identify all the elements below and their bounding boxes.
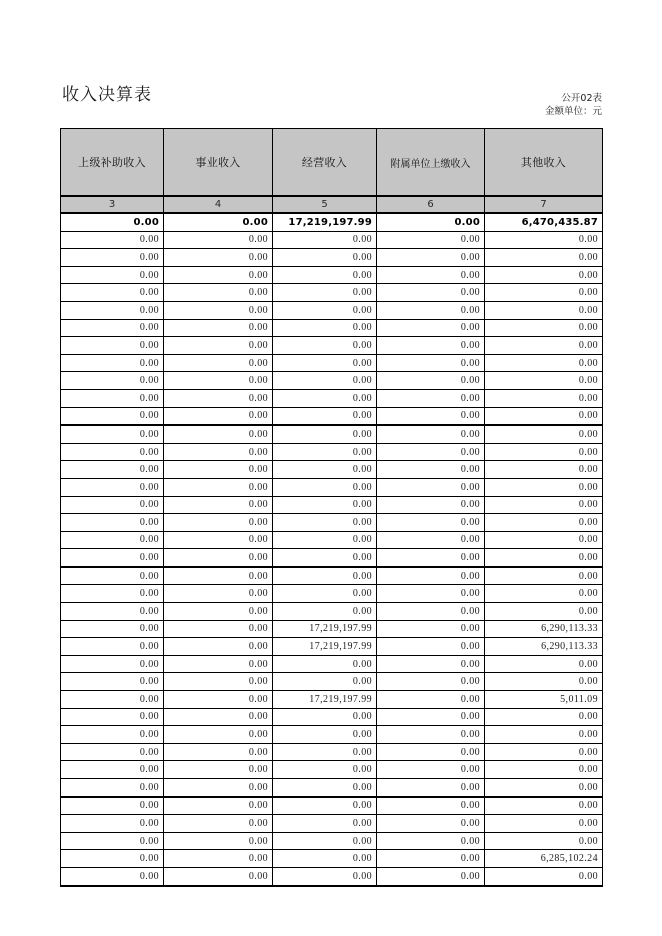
cell-r16-c2: 0.00	[164, 478, 273, 496]
cell-r13-c3: 0.00	[273, 425, 377, 443]
cell-r28-c5: 5,011.09	[485, 691, 603, 709]
cell-r32-c2: 0.00	[164, 761, 273, 779]
table-body	[61, 213, 603, 886]
cell-r30-c5: 0.00	[485, 726, 603, 744]
cell-r22-c5: 0.00	[485, 585, 603, 603]
column-number-4: 6	[377, 196, 485, 213]
column-number-1: 3	[61, 196, 164, 213]
cell-r37-c1: 0.00	[61, 850, 164, 868]
table-row	[61, 585, 603, 603]
cell-r14-c1: 0.00	[61, 443, 164, 461]
table-row	[61, 284, 603, 302]
cell-r5-c2: 0.00	[164, 284, 273, 302]
cell-r19-c2: 0.00	[164, 531, 273, 549]
cell-r38-c5: 0.00	[485, 867, 603, 885]
cell-r25-c1: 0.00	[61, 638, 164, 656]
cell-r7-c4: 0.00	[377, 319, 485, 337]
cell-r2-c3: 0.00	[273, 231, 377, 249]
cell-r31-c5: 0.00	[485, 743, 603, 761]
cell-r7-c2: 0.00	[164, 319, 273, 337]
cell-r22-c4: 0.00	[377, 585, 485, 603]
cell-r24-c4: 0.00	[377, 620, 485, 638]
page-title: 收入决算表	[62, 85, 152, 105]
cell-r34-c5: 0.00	[485, 797, 603, 815]
cell-r24-c3: 17,219,197.99	[273, 620, 377, 638]
cell-r3-c5: 0.00	[485, 249, 603, 267]
cell-r4-c5: 0.00	[485, 266, 603, 284]
table-row	[61, 620, 603, 638]
cell-r15-c5: 0.00	[485, 461, 603, 479]
cell-r37-c4: 0.00	[377, 850, 485, 868]
cell-r5-c4: 0.00	[377, 284, 485, 302]
table-row	[61, 301, 603, 319]
cell-r11-c4: 0.00	[377, 389, 485, 407]
table-row	[61, 478, 603, 496]
document-meta	[545, 93, 602, 118]
cell-r20-c2: 0.00	[164, 549, 273, 567]
cell-r11-c3: 0.00	[273, 389, 377, 407]
cell-r9-c2: 0.00	[164, 354, 273, 372]
cell-r36-c5: 0.00	[485, 832, 603, 850]
cell-r20-c1: 0.00	[61, 549, 164, 567]
cell-r4-c1: 0.00	[61, 266, 164, 284]
cell-r3-c3: 0.00	[273, 249, 377, 267]
cell-r8-c3: 0.00	[273, 337, 377, 355]
cell-r15-c2: 0.00	[164, 461, 273, 479]
cell-r15-c3: 0.00	[273, 461, 377, 479]
column-header-4: 附属单位上缴收入	[377, 129, 485, 197]
cell-r29-c3: 0.00	[273, 708, 377, 726]
table-row	[61, 779, 603, 797]
cell-r14-c4: 0.00	[377, 443, 485, 461]
cell-r12-c1: 0.00	[61, 407, 164, 425]
table-row	[61, 443, 603, 461]
cell-r23-c5: 0.00	[485, 603, 603, 621]
cell-r21-c3: 0.00	[273, 567, 377, 585]
table-row	[61, 354, 603, 372]
cell-r10-c2: 0.00	[164, 372, 273, 390]
cell-r32-c3: 0.00	[273, 761, 377, 779]
cell-r18-c3: 0.00	[273, 514, 377, 532]
cell-r34-c3: 0.00	[273, 797, 377, 815]
cell-r25-c4: 0.00	[377, 638, 485, 656]
header-label-row	[61, 129, 603, 197]
cell-r23-c4: 0.00	[377, 603, 485, 621]
cell-r25-c3: 17,219,197.99	[273, 638, 377, 656]
table-row	[61, 249, 603, 267]
cell-r19-c5: 0.00	[485, 531, 603, 549]
cell-r31-c2: 0.00	[164, 743, 273, 761]
cell-r12-c5: 0.00	[485, 407, 603, 425]
cell-r5-c3: 0.00	[273, 284, 377, 302]
cell-r31-c3: 0.00	[273, 743, 377, 761]
cell-r28-c3: 17,219,197.99	[273, 691, 377, 709]
cell-r26-c3: 0.00	[273, 655, 377, 673]
cell-r35-c5: 0.00	[485, 815, 603, 833]
cell-r22-c2: 0.00	[164, 585, 273, 603]
table-row	[61, 691, 603, 709]
cell-r3-c4: 0.00	[377, 249, 485, 267]
table-row	[61, 638, 603, 656]
cell-r35-c1: 0.00	[61, 815, 164, 833]
cell-r26-c4: 0.00	[377, 655, 485, 673]
cell-r37-c5: 6,285,102.24	[485, 850, 603, 868]
cell-r32-c4: 0.00	[377, 761, 485, 779]
cell-r11-c1: 0.00	[61, 389, 164, 407]
cell-r24-c2: 0.00	[164, 620, 273, 638]
cell-r33-c2: 0.00	[164, 779, 273, 797]
cell-r20-c3: 0.00	[273, 549, 377, 567]
cell-r33-c5: 0.00	[485, 779, 603, 797]
table-row	[61, 319, 603, 337]
cell-r13-c1: 0.00	[61, 425, 164, 443]
cell-r28-c4: 0.00	[377, 691, 485, 709]
cell-r20-c4: 0.00	[377, 549, 485, 567]
cell-r3-c2: 0.00	[164, 249, 273, 267]
cell-r8-c2: 0.00	[164, 337, 273, 355]
cell-r16-c1: 0.00	[61, 478, 164, 496]
cell-r6-c1: 0.00	[61, 301, 164, 319]
cell-r25-c5: 6,290,113.33	[485, 638, 603, 656]
cell-r7-c5: 0.00	[485, 319, 603, 337]
cell-r27-c4: 0.00	[377, 673, 485, 691]
table-row	[61, 832, 603, 850]
cell-r14-c3: 0.00	[273, 443, 377, 461]
header-number-row	[61, 196, 603, 213]
cell-r28-c1: 0.00	[61, 691, 164, 709]
cell-r17-c5: 0.00	[485, 496, 603, 514]
table-row	[61, 743, 603, 761]
table-row	[61, 372, 603, 390]
cell-r1-c2: 0.00	[164, 213, 273, 231]
cell-r29-c4: 0.00	[377, 708, 485, 726]
cell-r16-c4: 0.00	[377, 478, 485, 496]
cell-r21-c5: 0.00	[485, 567, 603, 585]
cell-r36-c1: 0.00	[61, 832, 164, 850]
cell-r30-c2: 0.00	[164, 726, 273, 744]
cell-r18-c5: 0.00	[485, 514, 603, 532]
table-row	[61, 567, 603, 585]
cell-r17-c3: 0.00	[273, 496, 377, 514]
cell-r17-c2: 0.00	[164, 496, 273, 514]
cell-r23-c1: 0.00	[61, 603, 164, 621]
cell-r38-c4: 0.00	[377, 867, 485, 885]
cell-r8-c1: 0.00	[61, 337, 164, 355]
cell-r13-c5: 0.00	[485, 425, 603, 443]
cell-r34-c4: 0.00	[377, 797, 485, 815]
cell-r1-c5: 6,470,435.87	[485, 213, 603, 231]
table-row	[61, 514, 603, 532]
revenue-table	[60, 128, 603, 887]
table-row	[61, 531, 603, 549]
cell-r14-c2: 0.00	[164, 443, 273, 461]
cell-r5-c1: 0.00	[61, 284, 164, 302]
cell-r21-c4: 0.00	[377, 567, 485, 585]
column-header-2: 事业收入	[164, 129, 273, 197]
cell-r10-c4: 0.00	[377, 372, 485, 390]
cell-r1-c3: 17,219,197.99	[273, 213, 377, 231]
cell-r34-c1: 0.00	[61, 797, 164, 815]
column-header-1: 上级补助收入	[61, 129, 164, 197]
cell-r32-c1: 0.00	[61, 761, 164, 779]
cell-r31-c4: 0.00	[377, 743, 485, 761]
cell-r19-c3: 0.00	[273, 531, 377, 549]
cell-r36-c4: 0.00	[377, 832, 485, 850]
cell-r13-c4: 0.00	[377, 425, 485, 443]
cell-r26-c5: 0.00	[485, 655, 603, 673]
cell-r6-c5: 0.00	[485, 301, 603, 319]
cell-r38-c2: 0.00	[164, 867, 273, 885]
cell-r23-c2: 0.00	[164, 603, 273, 621]
cell-r18-c4: 0.00	[377, 514, 485, 532]
cell-r19-c1: 0.00	[61, 531, 164, 549]
table-row	[61, 461, 603, 479]
cell-r10-c3: 0.00	[273, 372, 377, 390]
cell-r33-c4: 0.00	[377, 779, 485, 797]
cell-r10-c1: 0.00	[61, 372, 164, 390]
table-row	[61, 761, 603, 779]
cell-r6-c4: 0.00	[377, 301, 485, 319]
cell-r18-c2: 0.00	[164, 514, 273, 532]
cell-r6-c3: 0.00	[273, 301, 377, 319]
column-header-3: 经营收入	[273, 129, 377, 197]
cell-r29-c2: 0.00	[164, 708, 273, 726]
cell-r38-c3: 0.00	[273, 867, 377, 885]
cell-r16-c5: 0.00	[485, 478, 603, 496]
cell-r29-c1: 0.00	[61, 708, 164, 726]
cell-r9-c5: 0.00	[485, 354, 603, 372]
cell-r16-c3: 0.00	[273, 478, 377, 496]
cell-r23-c3: 0.00	[273, 603, 377, 621]
column-number-3: 5	[273, 196, 377, 213]
cell-r1-c4: 0.00	[377, 213, 485, 231]
table-head	[61, 129, 603, 214]
cell-r11-c5: 0.00	[485, 389, 603, 407]
cell-r25-c2: 0.00	[164, 638, 273, 656]
cell-r14-c5: 0.00	[485, 443, 603, 461]
cell-r12-c4: 0.00	[377, 407, 485, 425]
table-row	[61, 425, 603, 443]
cell-r10-c5: 0.00	[485, 372, 603, 390]
cell-r27-c2: 0.00	[164, 673, 273, 691]
cell-r7-c3: 0.00	[273, 319, 377, 337]
cell-r2-c2: 0.00	[164, 231, 273, 249]
cell-r4-c2: 0.00	[164, 266, 273, 284]
cell-r32-c5: 0.00	[485, 761, 603, 779]
cell-r26-c1: 0.00	[61, 655, 164, 673]
table-row	[61, 389, 603, 407]
table-row	[61, 850, 603, 868]
cell-r21-c2: 0.00	[164, 567, 273, 585]
cell-r26-c2: 0.00	[164, 655, 273, 673]
cell-r1-c1: 0.00	[61, 213, 164, 231]
table-row	[61, 213, 603, 231]
cell-r12-c3: 0.00	[273, 407, 377, 425]
cell-r7-c1: 0.00	[61, 319, 164, 337]
column-number-2: 4	[164, 196, 273, 213]
table-row	[61, 496, 603, 514]
table-row	[61, 867, 603, 885]
cell-r22-c3: 0.00	[273, 585, 377, 603]
cell-r33-c1: 0.00	[61, 779, 164, 797]
amount-unit: 金额单位：元	[544, 105, 602, 117]
cell-r35-c2: 0.00	[164, 815, 273, 833]
table-row	[61, 407, 603, 425]
cell-r9-c3: 0.00	[273, 354, 377, 372]
table-row	[61, 708, 603, 726]
cell-r8-c5: 0.00	[485, 337, 603, 355]
cell-r12-c2: 0.00	[164, 407, 273, 425]
cell-r24-c1: 0.00	[61, 620, 164, 638]
cell-r3-c1: 0.00	[61, 249, 164, 267]
table-row	[61, 231, 603, 249]
column-number-5: 7	[485, 196, 603, 213]
cell-r13-c2: 0.00	[164, 425, 273, 443]
cell-r30-c1: 0.00	[61, 726, 164, 744]
cell-r22-c1: 0.00	[61, 585, 164, 603]
cell-r36-c2: 0.00	[164, 832, 273, 850]
cell-r35-c4: 0.00	[377, 815, 485, 833]
cell-r19-c4: 0.00	[377, 531, 485, 549]
table-row	[61, 673, 603, 691]
cell-r2-c1: 0.00	[61, 231, 164, 249]
cell-r4-c4: 0.00	[377, 266, 485, 284]
cell-r8-c4: 0.00	[377, 337, 485, 355]
cell-r2-c5: 0.00	[485, 231, 603, 249]
cell-r11-c2: 0.00	[164, 389, 273, 407]
cell-r18-c1: 0.00	[61, 514, 164, 532]
cell-r37-c2: 0.00	[164, 850, 273, 868]
cell-r9-c1: 0.00	[61, 354, 164, 372]
cell-r5-c5: 0.00	[485, 284, 603, 302]
cell-r30-c3: 0.00	[273, 726, 377, 744]
cell-r24-c5: 6,290,113.33	[485, 620, 603, 638]
table-row	[61, 337, 603, 355]
cell-r30-c4: 0.00	[377, 726, 485, 744]
table-row	[61, 655, 603, 673]
revenue-statement-sheet	[60, 128, 602, 887]
cell-r21-c1: 0.00	[61, 567, 164, 585]
cell-r33-c3: 0.00	[273, 779, 377, 797]
table-row	[61, 726, 603, 744]
form-code: 公开02表	[561, 93, 602, 104]
cell-r36-c3: 0.00	[273, 832, 377, 850]
cell-r17-c4: 0.00	[377, 496, 485, 514]
column-header-5: 其他收入	[485, 129, 603, 197]
cell-r38-c1: 0.00	[61, 867, 164, 885]
cell-r27-c5: 0.00	[485, 673, 603, 691]
cell-r6-c2: 0.00	[164, 301, 273, 319]
cell-r9-c4: 0.00	[377, 354, 485, 372]
cell-r27-c3: 0.00	[273, 673, 377, 691]
table-row	[61, 815, 603, 833]
cell-r31-c1: 0.00	[61, 743, 164, 761]
cell-r29-c5: 0.00	[485, 708, 603, 726]
cell-r37-c3: 0.00	[273, 850, 377, 868]
cell-r20-c5: 0.00	[485, 549, 603, 567]
table-row	[61, 797, 603, 815]
cell-r34-c2: 0.00	[164, 797, 273, 815]
cell-r15-c4: 0.00	[377, 461, 485, 479]
cell-r35-c3: 0.00	[273, 815, 377, 833]
cell-r2-c4: 0.00	[377, 231, 485, 249]
table-row	[61, 266, 603, 284]
cell-r27-c1: 0.00	[61, 673, 164, 691]
cell-r4-c3: 0.00	[273, 266, 377, 284]
cell-r15-c1: 0.00	[61, 461, 164, 479]
cell-r28-c2: 0.00	[164, 691, 273, 709]
table-row	[61, 549, 603, 567]
table-row	[61, 603, 603, 621]
cell-r17-c1: 0.00	[61, 496, 164, 514]
